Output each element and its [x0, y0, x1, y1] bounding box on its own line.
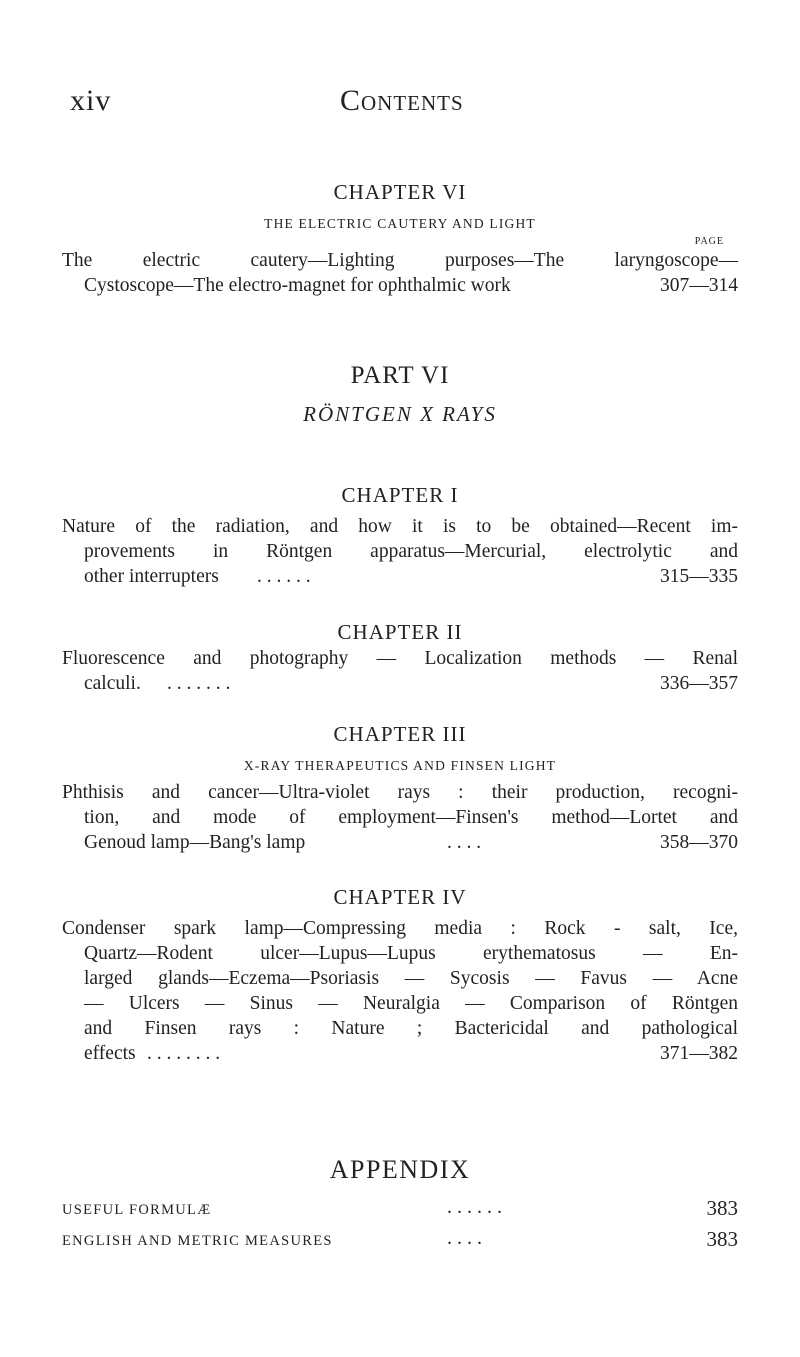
entry-line: provements in Röntgen apparatus—Mercurial, electrolytic and	[84, 541, 738, 562]
page-range: 336—357	[660, 673, 738, 694]
appendix-item-label: ENGLISH AND METRIC MEASURES	[62, 1233, 333, 1249]
entry-text: other interrupters	[84, 566, 219, 587]
page-range: 307—314	[660, 275, 738, 296]
entry-line: Quartz—Rodent ulcer—Lupus—Lupus erythematosus — En-	[84, 943, 738, 964]
entry-line-with-pages	[62, 1041, 738, 1066]
entry-line: larged glands—Eczema—Psoriasis — Sycosis — Favus — Acne	[84, 968, 738, 989]
dot-leader: . . . .	[447, 832, 482, 853]
entry-line: Fluorescence and photography — Localization methods — Renal	[62, 648, 738, 669]
appendix-heading: APPENDIX	[329, 1155, 471, 1184]
entry-line: Condenser spark lamp—Compressing media : Rock - salt, Ice,	[62, 918, 738, 939]
page-range: 358—370	[660, 832, 738, 853]
dot-leader: . . . . . .	[257, 566, 311, 587]
entry-line-with-pages	[62, 830, 738, 855]
part-vi-heading: PART VI	[350, 362, 450, 389]
chapter-vi-entry	[62, 248, 738, 298]
chapter-ii-entry	[62, 646, 738, 696]
entry-line: — Ulcers — Sinus — Neuralgia — Comparison of Röntgen	[84, 993, 738, 1014]
chapter-iii-subtitle: X-RAY THERAPEUTICS AND FINSEN LIGHT	[243, 758, 557, 773]
entry-line: The electric cautery—Lighting purposes—The laryngoscope—	[62, 250, 738, 271]
chapter-i-entry	[62, 514, 738, 589]
dot-leader: . . . .	[447, 1227, 482, 1249]
page-range: 371—382	[660, 1043, 738, 1064]
chapter-ii-heading: CHAPTER II	[337, 620, 463, 644]
entry-line-with-pages	[62, 671, 738, 696]
chapter-iv-heading: CHAPTER IV	[333, 885, 467, 909]
dot-leader: . . . . . . .	[167, 673, 231, 694]
appendix-item	[62, 1227, 738, 1257]
entry-line-with-pages	[62, 564, 738, 589]
chapter-iii-heading: CHAPTER III	[333, 722, 467, 746]
chapter-vi-subtitle: THE ELECTRIC CAUTERY AND LIGHT	[264, 216, 536, 231]
dot-leader: . . . . . .	[447, 1196, 502, 1218]
appendix-item-page: 383	[706, 1227, 738, 1251]
entry-line: Phthisis and cancer—Ultra-violet rays : their production, recogni-	[62, 782, 738, 803]
entry-line: Nature of the radiation, and how it is to be obtained—Recent im-	[62, 516, 738, 537]
chapter-i-heading: CHAPTER I	[341, 483, 459, 507]
entry-line: tion, and mode of employment—Finsen's method—Lortet and	[84, 807, 738, 828]
dot-leader: . . . . . . . .	[147, 1043, 221, 1064]
chapter-iii-entry	[62, 780, 738, 855]
entry-text: calculi.	[84, 673, 141, 694]
part-vi-title: RÖNTGEN X RAYS	[303, 402, 497, 426]
chapter-vi-heading: CHAPTER VI	[333, 180, 467, 204]
running-title: Contents	[340, 84, 464, 117]
page-range: 315—335	[660, 566, 738, 587]
entry-line: and Finsen rays : Nature ; Bactericidal and pathological	[84, 1018, 738, 1039]
entry-text: Genoud lamp—Bang's lamp	[84, 832, 306, 853]
entry-text: Cystoscope—The electro-magnet for ophthalmic work	[84, 275, 511, 296]
running-head	[70, 84, 750, 124]
appendix-item-page: 383	[706, 1196, 738, 1220]
appendix-item	[62, 1196, 738, 1226]
entry-line-with-pages	[62, 273, 738, 298]
entry-text: effects	[84, 1043, 136, 1064]
chapter-iv-entry	[62, 916, 738, 1066]
page-column-label: PAGE	[694, 236, 724, 247]
appendix-item-label: USEFUL FORMULÆ	[62, 1202, 212, 1218]
folio: xiv	[70, 84, 112, 117]
